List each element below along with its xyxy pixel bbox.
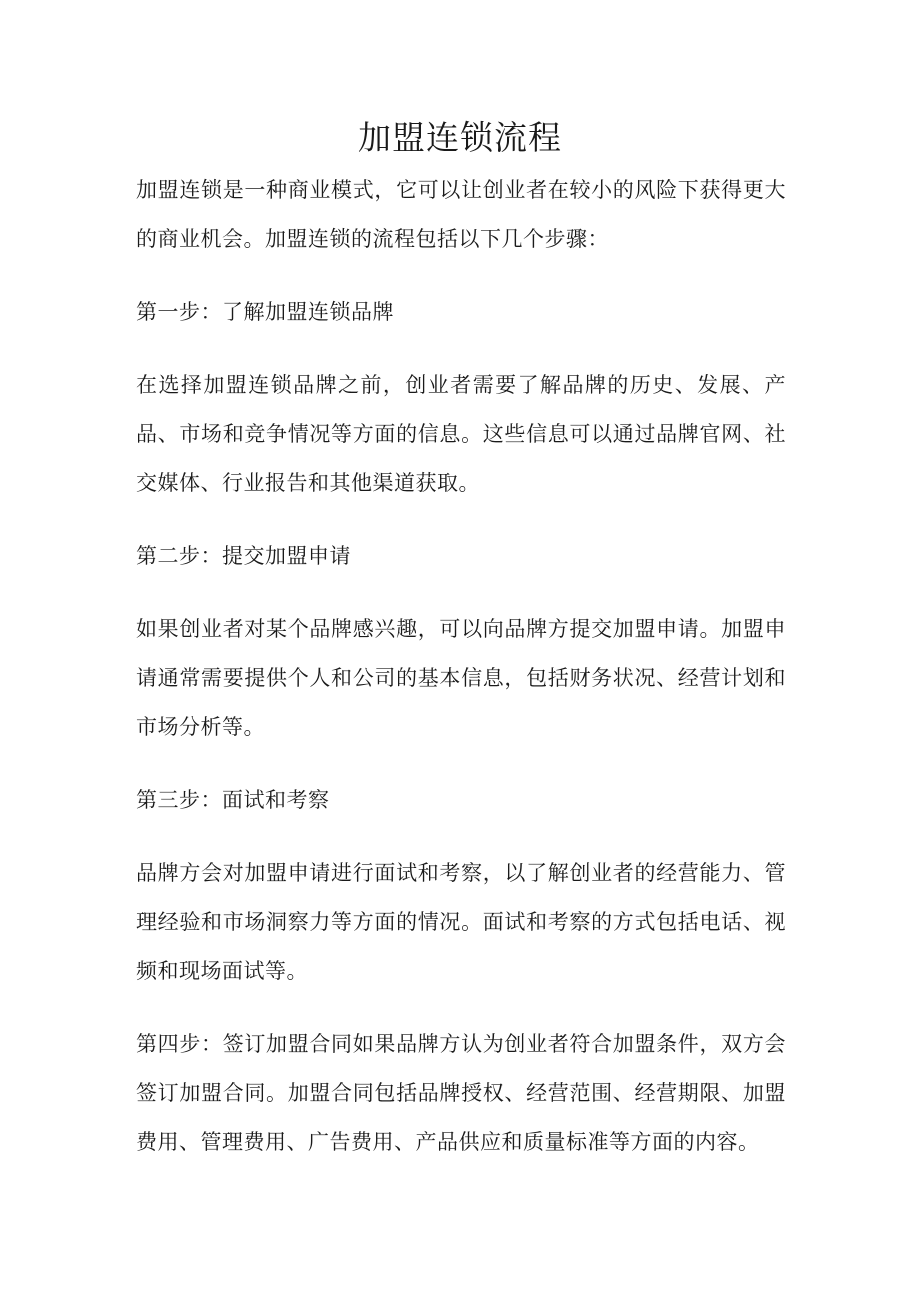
document-title: 加盟连锁流程 (358, 118, 562, 157)
intro-paragraph: 加盟连锁是一种商业模式，它可以让创业者在较小的风险下获得更大的商业机会。加盟连锁的流程包括以下几个步骤： (136, 178, 786, 251)
step-4-body: 第四步：签订加盟合同如果品牌方认为创业者符合加盟条件，双方会签订加盟合同。加盟合同包括品牌授权、经营范围、经营期限、加盟费用、管理费用、广告费用、产品供应和质量标准等方面的内容。 (136, 1032, 786, 1154)
step-1-body: 在选择加盟连锁品牌之前，创业者需要了解品牌的历史、发展、产品、市场和竞争情况等方面的信息。这些信息可以通过品牌官网、社交媒体、行业报告和其他渠道获取。 (136, 373, 786, 495)
paragraph-gap (136, 337, 786, 361)
document-body (136, 166, 786, 1167)
paragraph-gap (136, 996, 786, 1020)
paragraph-gap (136, 825, 786, 849)
step-2-body: 如果创业者对某个品牌感兴趣，可以向品牌方提交加盟申请。加盟申请通常需要提供个人和公司的基本信息，包括财务状况、经营计划和市场分析等。 (136, 617, 786, 739)
step-2-heading: 第二步：提交加盟申请 (136, 544, 351, 568)
paragraph-gap (136, 264, 786, 288)
paragraph-gap (136, 508, 786, 532)
paragraph-gap (136, 752, 786, 776)
step-1-heading: 第一步：了解加盟连锁品牌 (136, 300, 394, 324)
paragraph-gap (136, 581, 786, 605)
step-3-heading: 第三步：面试和考察 (136, 788, 330, 812)
step-3-body: 品牌方会对加盟申请进行面试和考察，以了解创业者的经营能力、管理经验和市场洞察力等方面的情况。面试和考察的方式包括电话、视频和现场面试等。 (136, 861, 786, 983)
